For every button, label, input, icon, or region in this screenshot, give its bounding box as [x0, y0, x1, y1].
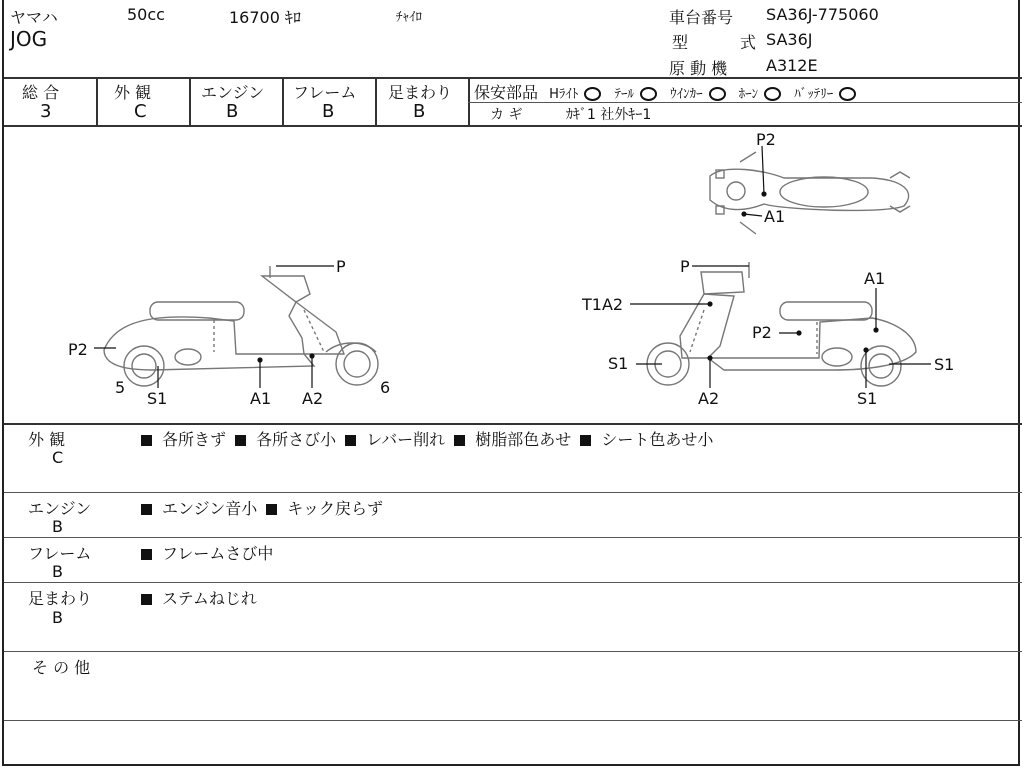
note-item: シート色あせ小 — [601, 430, 714, 449]
circle-mark-icon — [640, 87, 657, 101]
note-items — [137, 496, 383, 519]
note-item: 各所さび小 — [256, 430, 337, 449]
divider — [4, 423, 1022, 425]
divider — [96, 77, 98, 126]
marker-label: A1 — [250, 389, 272, 408]
circle-mark-icon — [764, 87, 781, 101]
scooter-side-left — [104, 266, 378, 386]
safety-item-battery: ﾊﾞｯﾃﾘｰ — [794, 87, 834, 102]
divider — [4, 582, 1022, 583]
note-grade: B — [52, 517, 63, 536]
bullet-icon — [141, 549, 152, 560]
mileage: 16700 ｷﾛ — [229, 8, 301, 27]
marker-label: S1 — [934, 355, 955, 374]
model-name: JOG — [10, 27, 48, 51]
marker-label: T1A2 — [582, 295, 624, 314]
note-grade: C — [52, 448, 64, 467]
scooter-top — [710, 152, 910, 234]
note-item: レバー削れ — [366, 430, 446, 449]
marker-label: S1 — [857, 389, 878, 408]
note-grade: B — [52, 562, 63, 581]
note-title: 足まわり — [28, 589, 93, 608]
note-item: 樹脂部色あせ — [475, 430, 572, 449]
displacement: 50cc — [127, 5, 165, 24]
note-grade: B — [52, 608, 63, 627]
type-value: SA36J — [766, 30, 813, 49]
key-value: ｶｷﾞ1 社外ｷｰ1 — [566, 107, 652, 123]
divider — [4, 651, 1022, 652]
bullet-icon — [141, 504, 152, 515]
circle-mark-icon — [839, 87, 856, 101]
grade-label-suspension: 足まわり — [388, 83, 453, 102]
marker-label: P — [680, 257, 690, 276]
other-label: そ の 他 — [32, 658, 91, 677]
grade-value-overall: 3 — [40, 101, 52, 122]
key-label: カ ギ — [490, 107, 523, 123]
bullet-icon — [141, 594, 152, 605]
bullet-icon — [580, 435, 591, 446]
safety-parts — [474, 80, 864, 103]
bullet-icon — [235, 435, 246, 446]
divider — [468, 102, 1022, 103]
marker-label: A1 — [864, 269, 886, 288]
safety-item-horn: ﾎｰﾝ — [738, 87, 759, 102]
bullet-icon — [345, 435, 356, 446]
divider — [189, 77, 191, 126]
grade-value-suspension: B — [413, 101, 426, 122]
inspection-sheet — [2, 0, 1020, 766]
color: ﾁｬｲﾛ — [396, 10, 422, 25]
divider — [4, 77, 1022, 79]
divider — [4, 720, 1022, 721]
divider — [375, 77, 377, 126]
type-label-2: 式 — [740, 33, 757, 52]
safety-label: 保安部品 — [474, 83, 539, 102]
bullet-icon — [454, 435, 465, 446]
note-item: ステムねじれ — [162, 589, 257, 608]
grade-label-overall: 総 合 — [22, 83, 60, 102]
divider — [4, 537, 1022, 538]
note-title: エンジン — [28, 499, 92, 518]
note-items — [137, 541, 273, 564]
engine-value: A312E — [766, 56, 818, 75]
note-title: フレーム — [28, 544, 92, 563]
divider — [282, 77, 284, 126]
grade-label-engine: エンジン — [201, 83, 265, 102]
type-label-1: 型 — [672, 33, 689, 52]
safety-item-taillight: ﾃｰﾙ — [614, 87, 634, 102]
frame-no: SA36J-775060 — [766, 5, 879, 24]
frame-no-label: 車台番号 — [669, 8, 734, 27]
marker-label: 5 — [115, 378, 126, 397]
marker-label: A2 — [302, 389, 324, 408]
engine-label: 原 動 機 — [669, 59, 728, 78]
marker-label: A1 — [764, 207, 786, 226]
note-item: キック戻らず — [287, 499, 383, 518]
bullet-icon — [266, 504, 277, 515]
marker-label: A2 — [698, 389, 720, 408]
note-item: 各所きず — [162, 430, 227, 449]
grade-value-engine: B — [226, 101, 239, 122]
marker-label: P2 — [756, 130, 776, 149]
marker-label: P — [336, 257, 346, 276]
marker-label: P2 — [752, 323, 772, 342]
grade-value-exterior: C — [134, 101, 147, 122]
marker-label: S1 — [608, 354, 629, 373]
circle-mark-icon — [709, 87, 726, 101]
grade-label-exterior: 外 観 — [114, 83, 152, 102]
divider — [4, 492, 1022, 493]
safety-item-winker: ｳｲﾝｶｰ — [670, 87, 703, 102]
marker-label: 6 — [380, 378, 391, 397]
marker-label: P2 — [68, 340, 88, 359]
note-item: フレームさび中 — [162, 544, 274, 563]
safety-item-headlight: Hﾗｲﾄ — [549, 87, 579, 102]
maker: ヤマハ — [10, 8, 58, 27]
note-item: エンジン音小 — [162, 499, 258, 518]
circle-mark-icon — [584, 87, 601, 101]
bullet-icon — [141, 435, 152, 446]
grade-value-frame: B — [322, 101, 335, 122]
note-title: 外 観 — [28, 430, 66, 449]
marker-label: S1 — [147, 389, 168, 408]
note-items — [137, 427, 713, 450]
grade-label-frame: フレーム — [293, 83, 357, 102]
note-items — [137, 586, 257, 609]
